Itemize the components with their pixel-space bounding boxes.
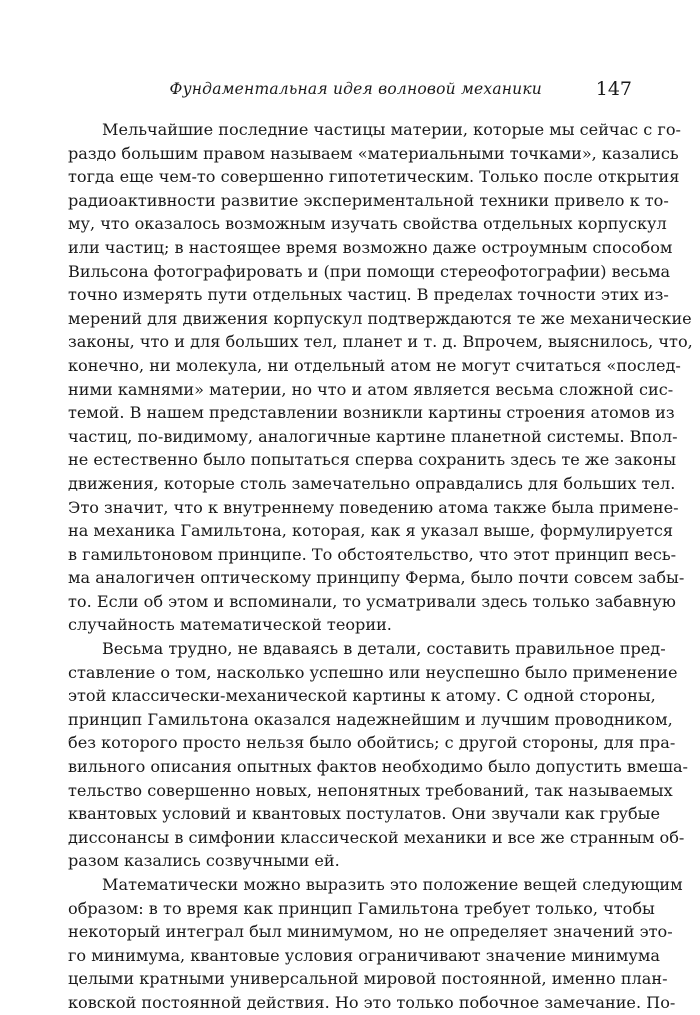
text-line: образом: в то время как принцип Гамильтона требует только, чтобы [68, 898, 655, 918]
text-line: разом казались созвучными ей. [68, 851, 340, 871]
text-line: ковской постоянной действия. Но это только побочное замечание. По- [68, 992, 676, 1012]
text-line: темой. В нашем представлении возникли картины строения атомов из [68, 403, 675, 423]
body-text [68, 118, 693, 1015]
text-line: диссонансы в симфонии классической механики и все же странным об- [68, 827, 685, 847]
running-title: Фундаментальная идея волновой механики [169, 80, 542, 98]
text-line: в гамильтоновом принципе. То обстоятельство, что этот принцип весь- [68, 544, 677, 564]
text-line: этой классически-механической картины к атому. С одной стороны, [68, 686, 656, 706]
text-line: на механика Гамильтона, которая, как я указал выше, формулируется [68, 521, 674, 541]
page-number: 147 [595, 78, 632, 100]
text-line: тогда еще чем-то совершенно гипотетическим. Только после открытия [68, 167, 680, 187]
text-line: принцип Гамильтона оказался надежнейшим и лучшим проводником, [68, 709, 673, 729]
text-line: некоторый интеграл был минимумом, но не определяет значений это- [68, 922, 673, 942]
text-line: мерений для движения корпускул подтверждаются те же механические [68, 308, 692, 328]
text-line: раздо большим правом называем «материальными точками», казались [68, 143, 679, 163]
text-line: го минимума, квантовые условия ограничивают значение минимума [68, 945, 660, 965]
text-line: движения, которые столь замечательно оправдались для больших тел. [68, 473, 676, 493]
text-line: Мельчайшие последние частицы материи, которые мы сейчас с го- [102, 120, 681, 139]
text-line: Это значит, что к внутреннему поведению атома также была примене- [68, 497, 679, 517]
text-line: радиоактивности развитие экспериментальной техники привело к то- [68, 190, 669, 210]
text-line: законы, что и для больших тел, планет и т. д. Впрочем, выяснилось, что, [68, 332, 693, 352]
text-line: ма аналогичен оптическому принципу Ферма, было почти совсем забы- [68, 568, 685, 588]
paragraph-2 [68, 637, 688, 873]
text-line: квантовых условий и квантовых постулатов. Они звучали как грубые [68, 804, 660, 824]
paragraph-1 [68, 118, 693, 637]
text-line: конечно, ни молекула, ни отдельный атом не могут считаться «послед- [68, 355, 681, 375]
text-line: ставление о том, насколько успешно или неуспешно было применение [68, 662, 678, 682]
text-line: Математически можно выразить это положение вещей следующим [102, 875, 683, 894]
text-line: частиц, по-видимому, аналогичные картине планетной системы. Впол- [68, 426, 678, 446]
text-line: Весьма трудно, не вдаваясь в детали, составить правильное пред- [102, 639, 666, 659]
text-line: точно измерять пути отдельных частиц. В пределах точности этих из- [68, 285, 669, 305]
text-line: му, что оказалось возможным изучать свойства отдельных корпускул [68, 214, 667, 234]
text-line: Вильсона фотографировать и (при помощи стереофотографии) весьма [68, 261, 671, 281]
text-line: или частиц; в настоящее время возможно даже остроумным способом [68, 237, 673, 257]
text-line: вильного описания опытных фактов необходимо было допустить вмеша- [68, 757, 688, 777]
paragraph-3 [68, 873, 683, 1015]
text-line: не естественно было попытаться сперва сохранить здесь те же законы [68, 450, 677, 470]
text-line: целыми кратными универсальной мировой постоянной, именно план- [68, 969, 668, 989]
text-line: без которого просто нельзя было обойтись; с другой стороны, для пра- [68, 733, 676, 753]
text-line: случайность математической теории. [68, 615, 392, 635]
text-line: ними камнями» материи, но что и атом является весьма сложной сис- [68, 379, 674, 399]
text-line: то. Если об этом и вспоминали, то усматривали здесь только забавную [68, 591, 676, 611]
running-head [68, 78, 632, 104]
text-line: тельство совершенно новых, непонятных требований, так называемых [68, 780, 673, 800]
